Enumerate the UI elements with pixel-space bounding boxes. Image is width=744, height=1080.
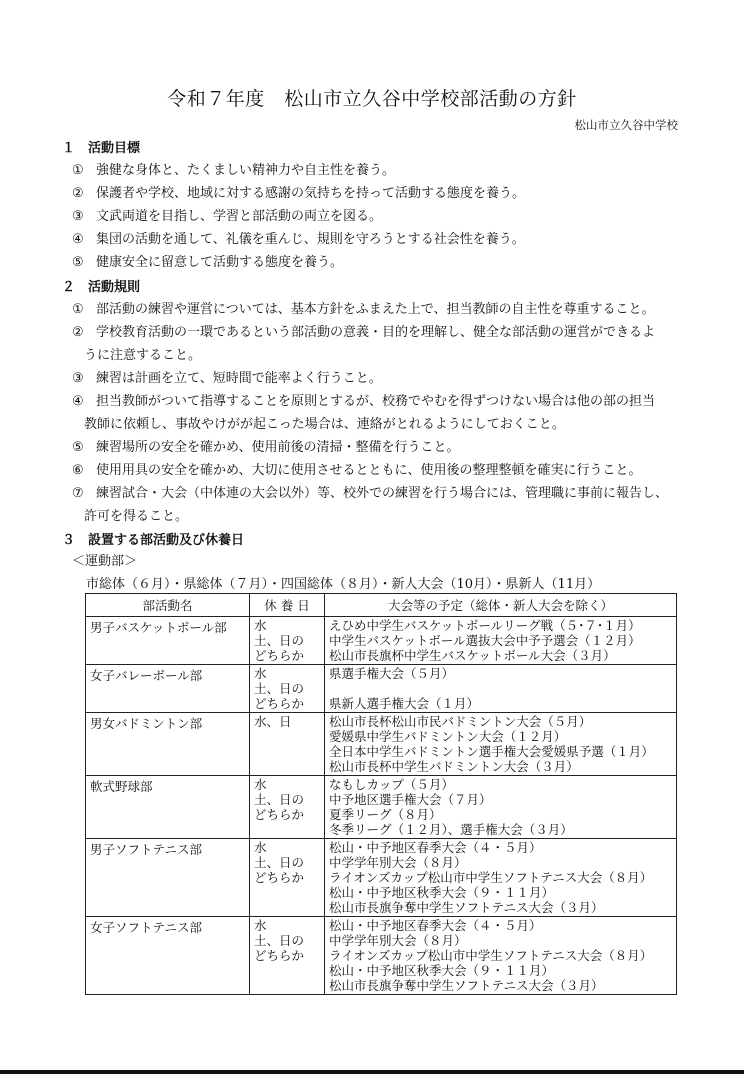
club-name: 女子バレーボール部 xyxy=(86,665,250,713)
goal-item: ③ 文武両道を目指し、学習と部活動の両立を図る。 xyxy=(72,209,383,224)
rule-item: ⑦ 練習試合・大会（中体連の大会以外）等、校外での練習を行う場合には、管理職に事前に報告し、 xyxy=(72,486,669,501)
rule-item-continued: うに注意すること。 xyxy=(84,348,202,363)
rest-days: 水 土、日の どちらか xyxy=(250,839,325,917)
meets-line: 市総体（６月）・県総体（７月）・四国総体（８月）・新人大会（10月）・県新人（11月） xyxy=(86,577,601,592)
club-name: 男子バスケットボール部 xyxy=(86,617,250,665)
school-name: 松山市立久谷中学校 xyxy=(574,118,678,132)
rule-item: ③ 練習は計画を立て、短時間で能率よく行うこと。 xyxy=(72,371,382,386)
rule-item-continued: 許可を得ること。 xyxy=(84,509,189,524)
goal-item: ④ 集団の活動を通して、礼儀を重んじ、規則を守ろうとする社会性を養う。 xyxy=(72,232,525,247)
table-row xyxy=(86,917,677,995)
events: 松山・中予地区春季大会（４・５月） 中学学年別大会（８月） ライオンズカップ松山市中学生ソフトテニス大会（８月） 松山・中予地区秋季大会（９・１１月） 松山市長旗争奪中学生ソフトテニス大会（３月） xyxy=(325,917,677,995)
header-rest-days: 休 養 日 xyxy=(250,594,325,617)
rest-days: 水 土、日の どちらか xyxy=(250,776,325,839)
events: 松山・中予地区春季大会（４・５月） 中学学年別大会（８月） ライオンズカップ松山市中学生ソフトテニス大会（８月） 松山・中予地区秋季大会（９・１１月） 松山市長旗争奪中学生ソフトテニス大会（３月） xyxy=(325,839,677,917)
header-events: 大会等の予定（総体・新人大会を除く） xyxy=(325,594,677,617)
goal-item: ② 保護者や学校、地域に対する感謝の気持ちを持って活動する態度を養う。 xyxy=(72,186,526,201)
bottom-rule xyxy=(0,1070,744,1074)
rest-days: 水 土、日の どちらか xyxy=(250,617,325,665)
club-name: 男子ソフトテニス部 xyxy=(86,839,250,917)
rest-days: 水 土、日の どちらか xyxy=(250,665,325,713)
rule-item: ④ 担当教師がついて指導することを原則とするが、校務でやむを得ずつけない場合は他の部の担当 xyxy=(72,394,656,409)
rule-item: ① 部活動の練習や運営については、基本方針をふまえた上で、担当教師の自主性を尊重すること。 xyxy=(72,302,655,317)
events: えひめ中学生バスケットボールリーグ戦（５･７･１月） 中学生バスケットボール選抜大会中予予選会（１２月） 松山市長旗杯中学生バスケットボール大会（３月） xyxy=(325,617,677,665)
sports-club-subheading: ＜運動部＞ xyxy=(72,554,138,569)
table-row xyxy=(86,776,677,839)
rest-days: 水、日 xyxy=(250,713,325,776)
rule-item: ⑤ 練習場所の安全を確かめ、使用前後の清掃・整備を行うこと。 xyxy=(72,440,460,455)
page-title: 令和７年度 松山市立久谷中学校部活動の方針 xyxy=(167,88,577,110)
club-name: 女子ソフトテニス部 xyxy=(86,917,250,995)
club-name: 男女バドミントン部 xyxy=(86,713,250,776)
rule-item: ② 学校教育活動の一環であるという部活動の意義・目的を理解し、健全な部活動の運営ができるよ xyxy=(72,325,656,340)
header-club: 部活動名 xyxy=(86,594,250,617)
section2-heading: ２ 活動規則 xyxy=(62,280,141,295)
club-table xyxy=(85,593,677,995)
rule-item-continued: 教師に依頼し、事故やけがが起こった場合は、連絡がとれるようにしておくこと。 xyxy=(84,417,565,432)
events: 県選手権大会（５月） 県新人選手権大会（１月） xyxy=(325,665,677,713)
goal-item: ① 強健な身体と、たくましい精神力や自主性を養う。 xyxy=(72,163,396,178)
table-header-row xyxy=(86,594,677,617)
club-name: 軟式野球部 xyxy=(86,776,250,839)
goal-item: ⑤ 健康安全に留意して活動する態度を養う。 xyxy=(72,255,344,270)
events: 松山市長杯松山市民バドミントン大会（５月） 愛媛県中学生バドミントン大会（１２月） 全日本中学生バドミントン選手権大会愛媛県予選（１月） 松山市長杯中学生バドミントン大会（３月） xyxy=(325,713,677,776)
table-row xyxy=(86,665,677,713)
section1-heading: １ 活動目標 xyxy=(62,141,141,156)
table-row xyxy=(86,617,677,665)
rule-item: ⑥ 使用用具の安全を確かめ、大切に使用させるとともに、使用後の整理整頓を確実に行うこと。 xyxy=(72,463,642,478)
events: なもしカップ（５月） 中予地区選手権大会（７月） 夏季リーグ（８月） 冬季リーグ（１２月）、選手権大会（３月） xyxy=(325,776,677,839)
table-row xyxy=(86,713,677,776)
table-row xyxy=(86,839,677,917)
rest-days: 水 土、日の どちらか xyxy=(250,917,325,995)
section3-heading: ３ 設置する部活動及び休養日 xyxy=(62,533,245,548)
